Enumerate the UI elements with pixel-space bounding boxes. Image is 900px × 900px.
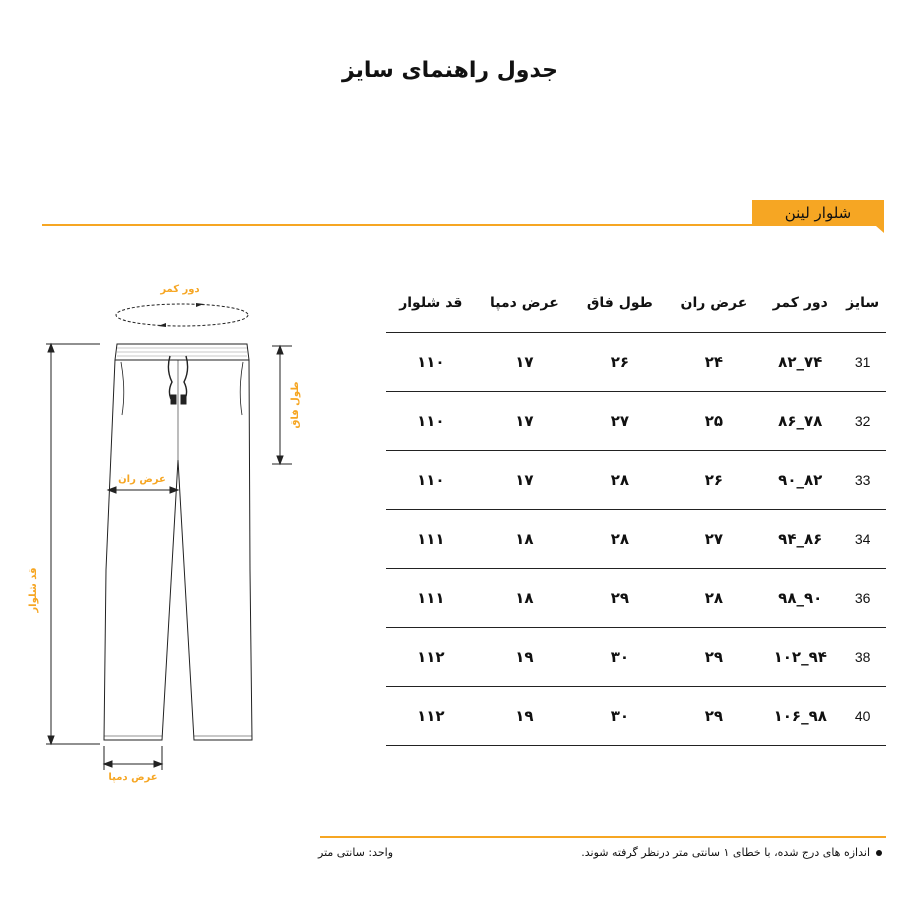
cell-size: 38 <box>839 628 886 687</box>
footer-note <box>581 846 882 859</box>
cell-waist: ۸۶_۹۴ <box>761 510 839 569</box>
waist-label: دور کمر <box>160 284 200 295</box>
table-row <box>386 687 886 746</box>
cell-thigh: ۲۸ <box>667 569 762 628</box>
cell-thigh: ۲۴ <box>667 333 762 392</box>
cell-thigh: ۲۹ <box>667 628 762 687</box>
cell-hem: ۱۷ <box>476 333 574 392</box>
table-row <box>386 628 886 687</box>
cell-hem: ۱۸ <box>476 569 574 628</box>
hem-label: عرض دمپا <box>108 772 158 783</box>
table-row <box>386 451 886 510</box>
cell-hem: ۱۸ <box>476 510 574 569</box>
cell-length: ۱۱۲ <box>386 628 476 687</box>
waist-measure-icon <box>116 303 248 327</box>
cell-length: ۱۱۱ <box>386 510 476 569</box>
cell-rise: ۲۶ <box>573 333 666 392</box>
table-row <box>386 333 886 392</box>
cell-thigh: ۲۵ <box>667 392 762 451</box>
cell-hem: ۱۹ <box>476 628 574 687</box>
table-row <box>386 392 886 451</box>
cell-rise: ۳۰ <box>573 687 666 746</box>
cell-thigh: ۲۶ <box>667 451 762 510</box>
footer-divider <box>320 836 886 838</box>
cell-waist: ۷۸_۸۶ <box>761 392 839 451</box>
cell-hem: ۱۷ <box>476 392 574 451</box>
footer-note-text: اندازه های درج شده، با خطای ۱ سانتی متر درنظر گرفته شوند. <box>581 846 870 859</box>
pants-diagram <box>20 270 310 790</box>
cell-size: 32 <box>839 392 886 451</box>
cell-rise: ۲۷ <box>573 392 666 451</box>
cell-size: 34 <box>839 510 886 569</box>
cell-length: ۱۱۱ <box>386 569 476 628</box>
cell-waist: ۹۴_۱۰۲ <box>761 628 839 687</box>
cell-hem: ۱۹ <box>476 687 574 746</box>
cell-rise: ۲۸ <box>573 510 666 569</box>
cell-hem: ۱۷ <box>476 451 574 510</box>
table-row <box>386 510 886 569</box>
cell-thigh: ۲۷ <box>667 510 762 569</box>
header-length: قد شلوار <box>386 274 476 333</box>
size-table <box>386 274 886 746</box>
length-arrow-icon <box>46 344 100 744</box>
cell-rise: ۲۹ <box>573 569 666 628</box>
table-row <box>386 569 886 628</box>
cell-size: 40 <box>839 687 886 746</box>
table-header-row <box>386 274 886 333</box>
cell-waist: ۷۴_۸۲ <box>761 333 839 392</box>
header-thigh: عرض ران <box>667 274 762 333</box>
rise-label: طول فاق <box>290 381 301 429</box>
cell-length: ۱۱۰ <box>386 392 476 451</box>
cell-waist: ۹۰_۹۸ <box>761 569 839 628</box>
header-size: سایز <box>839 274 886 333</box>
cell-size: 36 <box>839 569 886 628</box>
page-title: جدول راهنمای سایز <box>341 58 559 83</box>
cell-rise: ۳۰ <box>573 628 666 687</box>
cell-size: 33 <box>839 451 886 510</box>
thigh-arrow-icon <box>108 487 178 493</box>
cell-rise: ۲۸ <box>573 451 666 510</box>
section-title: شلوار لینن <box>752 200 884 226</box>
rise-arrow-icon <box>272 346 292 464</box>
cell-length: ۱۱۲ <box>386 687 476 746</box>
cell-size: 31 <box>839 333 886 392</box>
cell-length: ۱۱۰ <box>386 451 476 510</box>
pants-outline-icon <box>104 344 252 740</box>
bullet-icon <box>876 850 882 856</box>
length-label: قد شلوار <box>28 567 39 613</box>
header-waist: دور کمر <box>761 274 839 333</box>
cell-length: ۱۱۰ <box>386 333 476 392</box>
cell-waist: ۹۸_۱۰۶ <box>761 687 839 746</box>
thigh-label: عرض ران <box>118 474 166 485</box>
header-rise: طول فاق <box>573 274 666 333</box>
cell-thigh: ۲۹ <box>667 687 762 746</box>
hem-arrow-icon <box>104 746 162 770</box>
cell-waist: ۸۲_۹۰ <box>761 451 839 510</box>
header-hem: عرض دمپا <box>476 274 574 333</box>
footer-unit: واحد: سانتی متر <box>318 846 394 859</box>
